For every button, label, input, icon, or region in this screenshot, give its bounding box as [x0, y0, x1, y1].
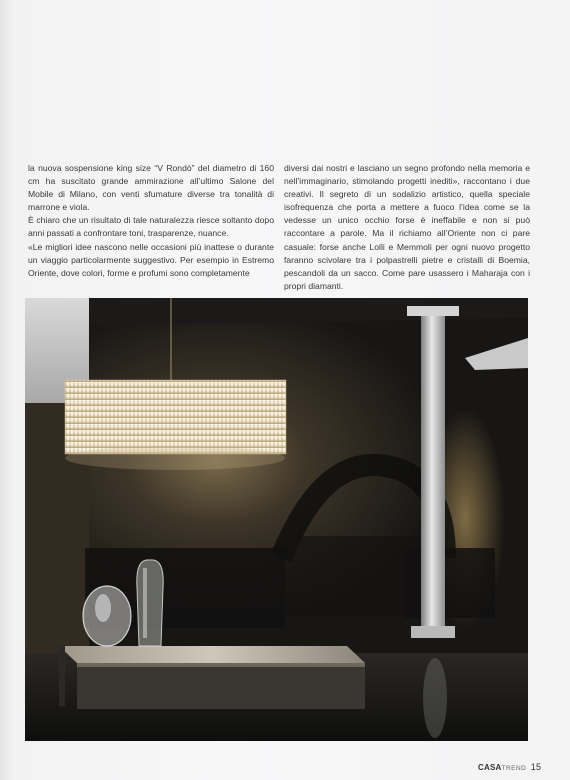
paragraph: la nuova sospensione king size “V Rondò” del diametro di 160 cm ha suscitato grande ammirazione all’ultimo Salone del Mobile di Milano, con venti sfumature diverse tra tonalità di marrone e viola.: [28, 163, 274, 213]
paragraph: diversi dai nostri e lasciano un segno profondo nella memoria e nell’immaginario, stimolando progetti inediti», raccontano i due creativi. Il segreto di un sodalizio artistico, quella speciale isofrequenza che porta a mettere a fuoco l’idea come se la vedesse un unico occhio forse è ineffabile e non si può raccontare a parole. Ma il richiamo all’Oriente non ci pare casuale: forse anche Lolli e Memmoli per ogni nuovo progetto faranno scivolare tra i polpastrelli pietre e cristalli di Boemia, pescandoli da un sacco. Come pare usassero i Maharaja con i propri diamanti.: [284, 163, 530, 291]
page-gutter-shadow: [0, 0, 14, 780]
interior-photo-illustration: [25, 298, 528, 741]
magazine-brand: CASA: [478, 763, 502, 772]
text-column-right: [284, 162, 530, 293]
page-footer: [478, 762, 541, 772]
text-column-left: [28, 162, 274, 280]
magazine-brand-suffix: TREND: [501, 765, 527, 772]
page-number: 15: [530, 762, 542, 772]
paragraph: «Le migliori idee nascono nelle occasioni più inattese o durante un viaggio particolarmente suggestivo. Per esempio in Estremo Oriente, dove colori, forme e profumi sono completamente: [28, 241, 274, 278]
interior-photo: [25, 298, 528, 741]
paragraph: È chiaro che un risultato di tale naturalezza riesce soltanto dopo anni passati a confrontare toni, trasparenze, nuance.: [28, 215, 274, 239]
